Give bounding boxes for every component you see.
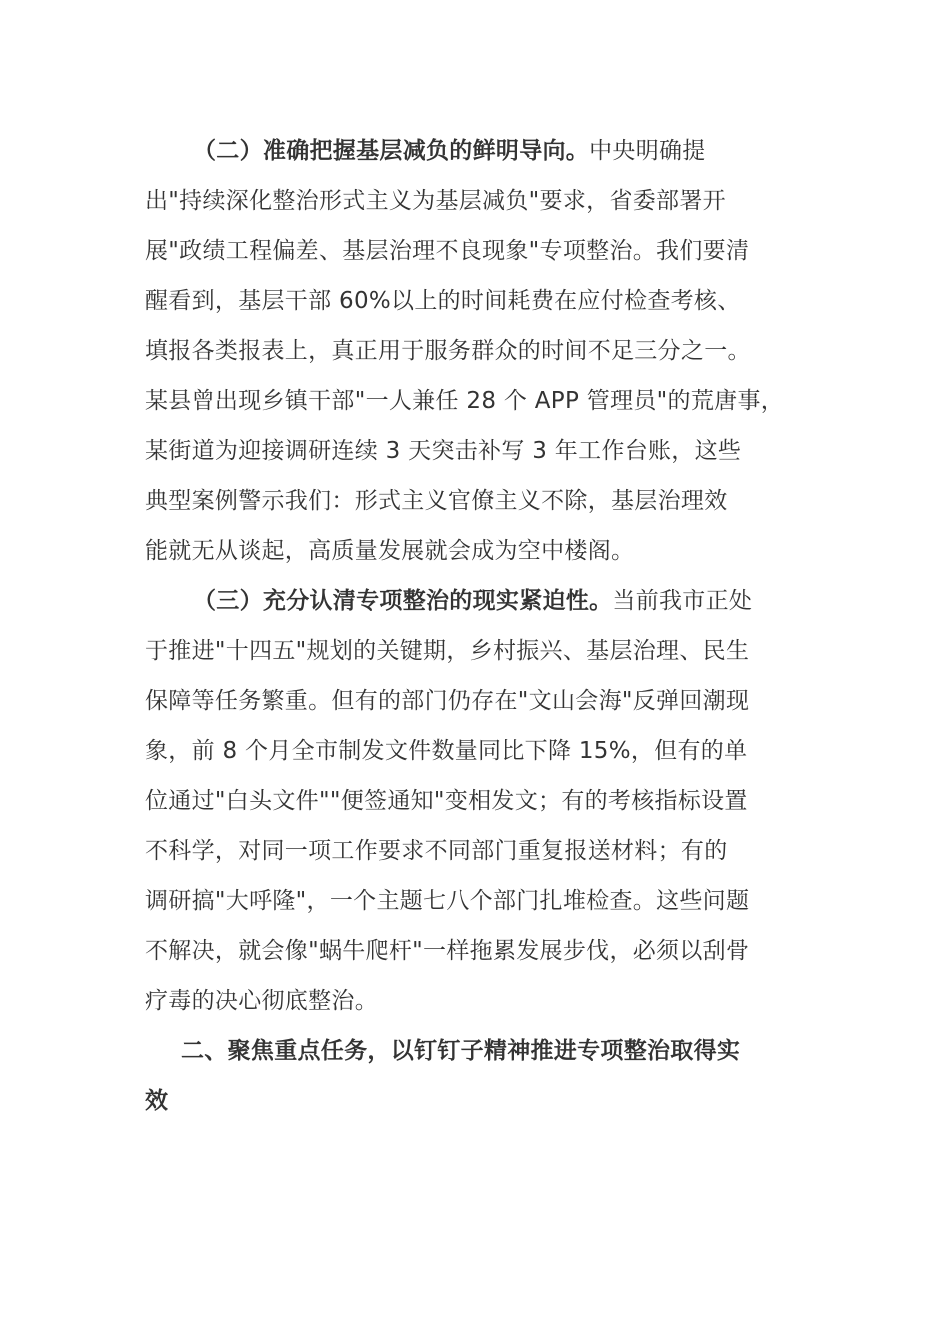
paragraph-3-line: 不科学，对同一项工作要求不同部门重复报送材料；有的	[145, 838, 728, 864]
paragraph-3-text: 当前我市正处	[612, 588, 753, 614]
paragraph-3-line: 调研搞"大呼隆"，一个主题七八个部门扎堆检查。这些问题	[145, 888, 750, 914]
paragraph-2-line: 醒看到，基层干部 60%以上的时间耗费在应付检查考核、	[145, 288, 741, 314]
paragraph-2-line: 能就无从谈起，高质量发展就会成为空中楼阁。	[145, 538, 635, 564]
document-page	[145, 126, 835, 1126]
paragraph-2-text: 中央明确提	[589, 138, 706, 164]
paragraph-2-line: 某县曾出现乡镇干部"一人兼任 28 个 APP 管理员"的荒唐事，	[145, 388, 785, 414]
section-heading-text: 二、聚焦重点任务，以钉钉子精神推进专项整治取得实	[181, 1038, 741, 1064]
section-heading-text-end: 效	[145, 1088, 169, 1114]
paragraph-3-heading: （三）充分认清专项整治的现实紧迫性。	[193, 588, 613, 614]
paragraph-3-line: 象，前 8 个月全市制发文件数量同比下降 15%，但有的单	[145, 738, 748, 764]
paragraph-3-line: 不解决，就会像"蜗牛爬杆"一样拖累发展步伐，必须以刮骨	[145, 938, 750, 964]
paragraph-2-line: 展"政绩工程偏差、基层治理不良现象"专项整治。我们要清	[145, 238, 750, 264]
paragraph-3-line: 位通过"白头文件""便签通知"变相发文；有的考核指标设置	[145, 788, 748, 814]
paragraph-3-line: 于推进"十四五"规划的关键期，乡村振兴、基层治理、民生	[145, 638, 750, 664]
section-heading-continued	[145, 1076, 835, 1126]
section-heading	[145, 1026, 835, 1076]
paragraph-3-line: 疗毒的决心彻底整治。	[145, 988, 378, 1014]
paragraph-2-line: 典型案例警示我们：形式主义官僚主义不除，基层治理效	[145, 488, 728, 514]
paragraph-3-line: 保障等任务繁重。但有的部门仍存在"文山会海"反弹回潮现	[145, 688, 750, 714]
paragraph-2-first-line	[145, 126, 835, 176]
paragraph-2-heading: （二）准确把握基层减负的鲜明导向。	[193, 138, 590, 164]
paragraph-2-line: 某街道为迎接调研连续 3 天突击补写 3 年工作台账，这些	[145, 438, 742, 464]
paragraph-2-line: 出"持续深化整治形式主义为基层减负"要求，省委部署开	[145, 188, 726, 214]
paragraph-3-first-line	[145, 576, 835, 626]
paragraph-2-line: 填报各类报表上，真正用于服务群众的时间不足三分之一。	[145, 338, 751, 364]
